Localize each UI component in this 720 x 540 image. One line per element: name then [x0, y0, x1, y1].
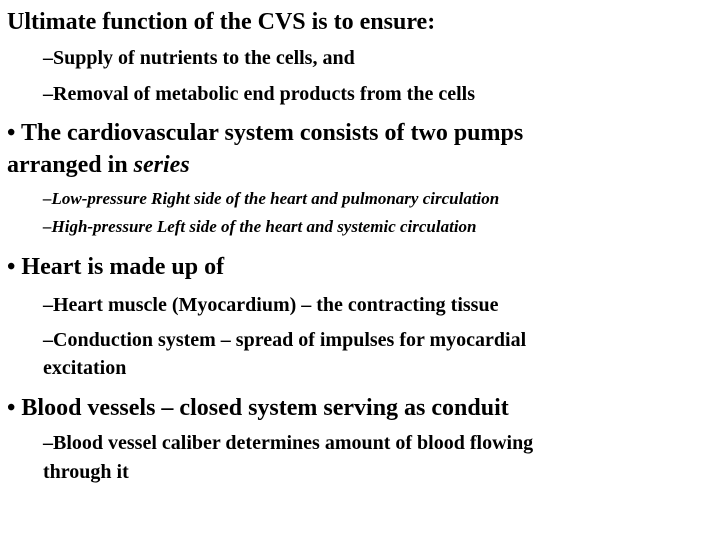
heading-item-supply: –Supply of nutrients to the cells, and: [43, 47, 355, 69]
heart-item-conduction: –Conduction system – spread of impulses for myocardial: [43, 329, 527, 351]
heart-item-muscle: –Heart muscle (Myocardium) – the contracting tissue: [43, 294, 499, 316]
bullet-vessels: • Blood vessels – closed system serving as conduit: [7, 395, 509, 421]
bullet-heart: • Heart is made up of: [7, 254, 225, 280]
bullet-pumps-emphasis: series: [133, 152, 190, 178]
slide-heading: Ultimate function of the CVS is to ensure:: [7, 9, 436, 35]
heart-item-conduction-cont: excitation: [43, 357, 127, 379]
pump-item-left: –High-pressure Left side of the heart and systemic circulation: [43, 217, 477, 236]
pump-item-right: –Low-pressure Right side of the heart and pulmonary circulation: [43, 189, 500, 208]
bullet-pumps-line1: • The cardiovascular system consists of two pumps: [7, 120, 524, 146]
vessel-item-caliber-cont: through it: [43, 461, 129, 483]
heading-item-removal: –Removal of metabolic end products from the cells: [43, 83, 475, 105]
vessel-item-caliber: –Blood vessel caliber determines amount of blood flowing: [43, 432, 534, 454]
bullet-pumps-line2: [7, 153, 190, 177]
bullet-pumps-line2-text: arranged in: [7, 152, 134, 178]
